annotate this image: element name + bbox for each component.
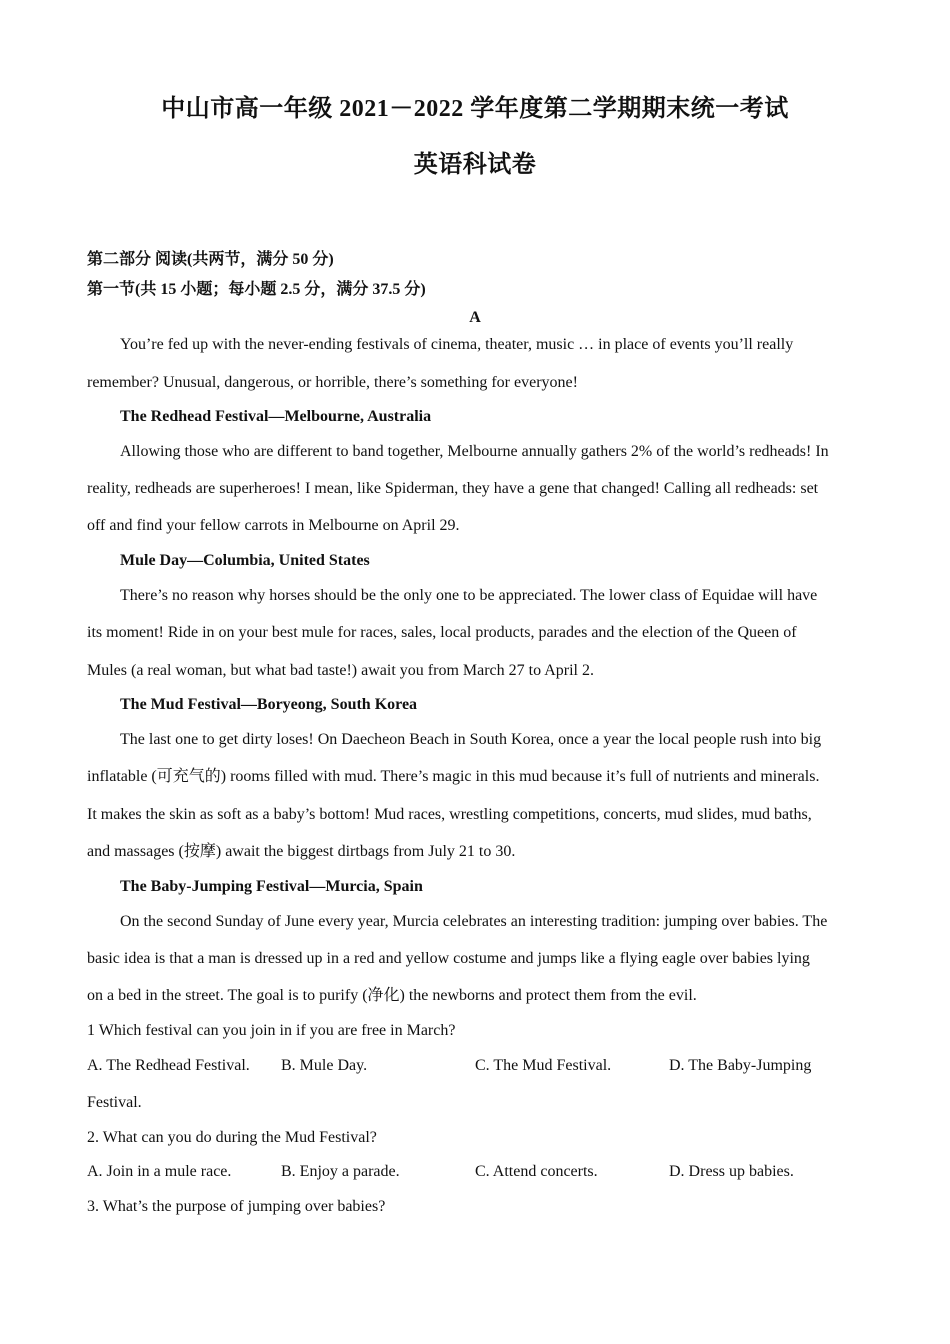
festival-text-line: off and find your fellow carrots in Melbourne on April 29. bbox=[87, 517, 460, 534]
option-a: A. The Redhead Festival. bbox=[87, 1057, 250, 1074]
festival-text-line: basic idea is that a man is dressed up in a red and yellow costume and jumps like a flying eagle over babies lying bbox=[87, 950, 810, 967]
festival-heading: The Mud Festival—Boryeong, South Korea bbox=[120, 696, 418, 713]
festival-heading: Mule Day—Columbia, United States bbox=[120, 552, 370, 569]
festival-text-line: Mules (a real woman, but what bad taste!) await you from March 27 to April 2. bbox=[87, 662, 594, 679]
question-stem: 1 Which festival can you join in if you are free in March? bbox=[87, 1022, 456, 1039]
passage-label: A bbox=[469, 309, 481, 326]
intro-line: You’re fed up with the never-ending festivals of cinema, theater, music … in place of events you’ll really bbox=[120, 336, 794, 353]
festival-text-line: inflatable (可充气的) rooms filled with mud. There’s magic in this mud because it’s full of nutrients and minerals. bbox=[87, 768, 820, 785]
intro-line: remember? Unusual, dangerous, or horrible, there’s something for everyone! bbox=[87, 374, 578, 391]
festival-text-line: Allowing those who are different to band together, Melbourne annually gathers 2% of the world’s redheads! In bbox=[120, 443, 829, 460]
festival-text-line: reality, redheads are superheroes! I mean, like Spiderman, they have a gene that changed! Calling all redheads: set bbox=[87, 480, 819, 497]
festival-text-line: The last one to get dirty loses! On Daecheon Beach in South Korea, once a year the local people rush into big bbox=[120, 731, 822, 748]
festival-text-line: on a bed in the street. The goal is to purify (净化) the newborns and protect them from the evil. bbox=[87, 987, 697, 1004]
exam-subject-title: 英语科试卷 bbox=[413, 152, 537, 178]
exam-title: 中山市高一年级 2021－2022 学年度第二学期期末统一考试 bbox=[161, 96, 789, 122]
section-part-heading: 第二部分 阅读(共两节，满分 50 分) bbox=[87, 251, 334, 268]
question-stem: 2. What can you do during the Mud Festival? bbox=[87, 1129, 377, 1146]
festival-heading: The Baby-Jumping Festival—Murcia, Spain bbox=[120, 878, 423, 895]
option-d: D. The Baby-Jumping bbox=[669, 1057, 812, 1074]
festival-text-line: On the second Sunday of June every year, Murcia celebrates an interesting tradition: jumping over babies. The bbox=[120, 913, 828, 930]
festival-text-line: its moment! Ride in on your best mule for races, sales, local products, parades and the election of the Queen of bbox=[87, 624, 797, 641]
festival-text-line: There’s no reason why horses should be the only one to be appreciated. The lower class of Equidae will have bbox=[120, 587, 818, 604]
question-stem: 3. What’s the purpose of jumping over babies? bbox=[87, 1198, 386, 1215]
subsection-heading: 第一节(共 15 小题；每小题 2.5 分，满分 37.5 分) bbox=[87, 281, 426, 298]
option-b: B. Mule Day. bbox=[281, 1057, 368, 1074]
option-b: B. Enjoy a parade. bbox=[281, 1163, 400, 1180]
festival-heading: The Redhead Festival—Melbourne, Australia bbox=[120, 408, 432, 425]
option-c: C. Attend concerts. bbox=[475, 1163, 598, 1180]
festival-text-line: and massages (按摩) await the biggest dirtbags from July 21 to 30. bbox=[87, 843, 516, 860]
festival-text-line: It makes the skin as soft as a baby’s bottom! Mud races, wrestling competitions, concerts, mud slides, mud baths, bbox=[87, 806, 812, 823]
option-d: D. Dress up babies. bbox=[669, 1163, 794, 1180]
option-a: A. Join in a mule race. bbox=[87, 1163, 232, 1180]
option-continuation: Festival. bbox=[87, 1094, 142, 1111]
option-c: C. The Mud Festival. bbox=[475, 1057, 612, 1074]
